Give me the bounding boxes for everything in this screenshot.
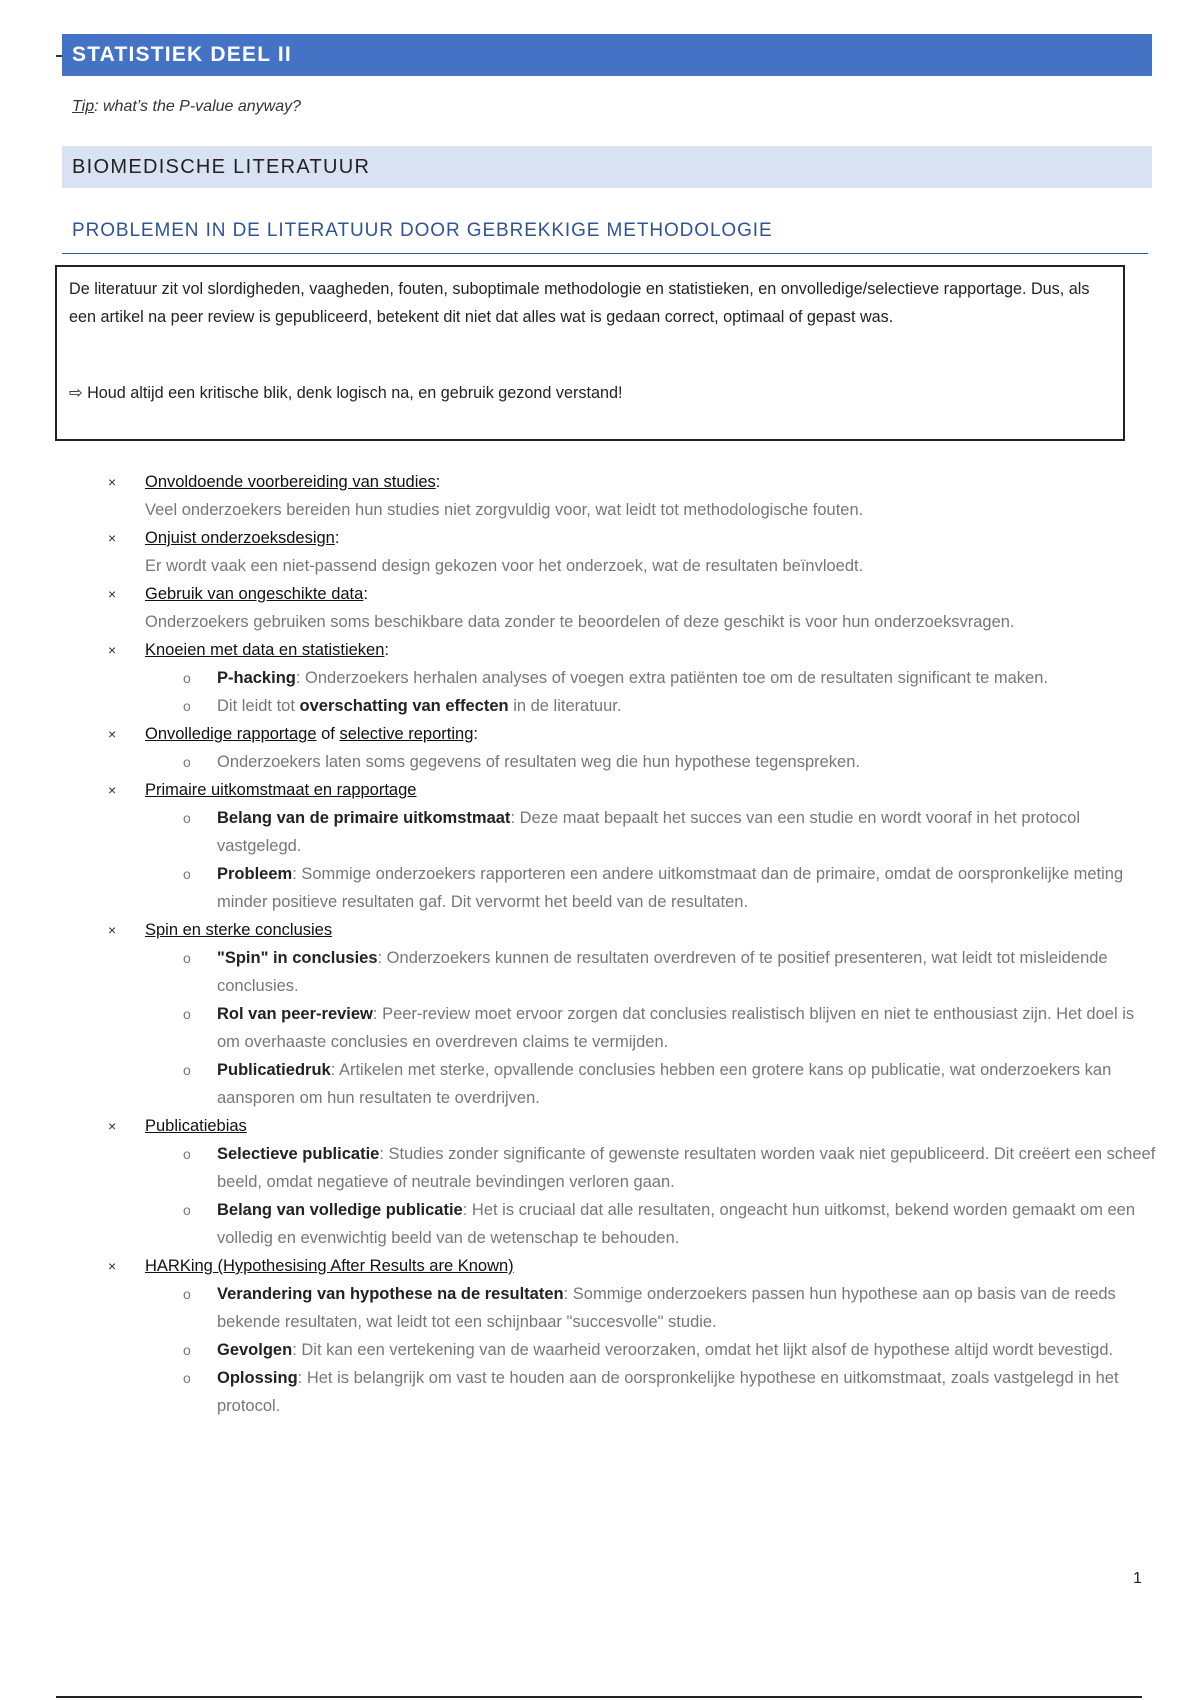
sub-item-text: : Onderzoekers herhalen analyses of voegen extra patiënten toe om de resultaten significant te maken. [295,669,1048,687]
sub-list [145,804,1158,916]
item-title [145,1252,1158,1280]
document-title-bar [62,34,1152,76]
sub-list [145,664,1158,720]
sub-item-prefix: Dit leidt tot [217,697,300,715]
item-title-text: Onjuist onderzoeksdesign [145,529,335,547]
sub-list [145,944,1158,1112]
document-title: STATISTIEK DEEL II [72,43,292,66]
sub-item-term: Belang van volledige publicatie [217,1201,463,1219]
bullet-circle-icon: o [183,810,191,826]
sub-item [145,1336,1158,1364]
sub-item-term: Selectieve publicatie [217,1145,380,1163]
item-title [145,776,1158,804]
bullet-circle-icon: o [183,754,191,770]
item-title [145,524,1158,552]
sub-item-term: Gevolgen [217,1341,293,1359]
item-title-text: Onvolledige rapportage [145,725,317,743]
section-heading-bar [62,146,1152,188]
item-title [145,1112,1158,1140]
section-heading: BIOMEDISCHE LITERATUUR [72,155,371,178]
bullet-circle-icon: o [183,950,191,966]
subsection-heading: PROBLEMEN IN DE LITERATUUR DOOR GEBREKKIGE METHODOLOGIE [72,220,773,241]
sub-item-text: : Onderzoekers kunnen de resultaten overdreven of te positief presenteren, wat leidt tot misleidende conclusies. [217,949,1108,995]
bullet-circle-icon: o [183,670,191,686]
list-item [108,468,1158,524]
list-item [108,580,1158,636]
item-title-colon: : [363,585,368,603]
item-title-text: Spin en sterke conclusies [145,921,333,939]
bullet-x-icon: × [108,474,117,490]
sub-item [145,1364,1158,1420]
sub-item [145,1196,1158,1252]
sub-item-term: overschatting van effecten [299,697,509,715]
tip-text: : what’s the P-value anyway? [94,98,302,115]
sub-item-term: Belang van de primaire uitkomstmaat [217,809,511,827]
item-description: Onderzoekers gebruiken soms beschikbare data zonder te beoordelen of deze geschikt is voor hun onderzoeksvragen. [145,613,1015,631]
sub-item [145,1056,1158,1112]
item-title-text: Publicatiebias [145,1117,247,1135]
sub-item-text: : Deze maat bepaalt het succes van een studie en wordt vooraf in het protocol vastgelegd. [217,809,1081,855]
item-title-text: Onvoldoende voorbereiding van studies [145,473,436,491]
bullet-x-icon: × [108,1118,117,1134]
bullet-circle-icon: o [183,1370,191,1386]
bullet-x-icon: × [108,1258,117,1274]
list-item [108,916,1158,1112]
bullet-circle-icon: o [183,1286,191,1302]
item-title [145,580,1158,608]
item-title-text: Primaire uitkomstmaat en rapportage [145,781,417,799]
list-item [108,776,1158,916]
arrow-right-icon: ⇨ [69,384,83,402]
item-title-colon: : [384,641,389,659]
sub-item [145,1140,1158,1196]
note-conclusion: Houd altijd een kritische blik, denk logisch na, en gebruik gezond verstand! [87,384,623,402]
bullet-circle-icon: o [183,1146,191,1162]
tip-line [72,98,301,116]
bullet-circle-icon: o [183,698,191,714]
tip-label: Tip [72,98,95,115]
bullet-x-icon: × [108,530,117,546]
page-number: 1 [1133,1570,1142,1587]
item-title-text: Knoeien met data en statistieken [145,641,385,659]
list-item [108,636,1158,720]
bullet-x-icon: × [108,782,117,798]
bullet-x-icon: × [108,586,117,602]
list-item [108,524,1158,580]
item-description: Veel onderzoekers bereiden hun studies niet zorgvuldig voor, wat leidt tot methodologische fouten. [145,501,864,519]
note-box [55,265,1125,441]
bullet-circle-icon: o [183,1006,191,1022]
footer-rule [56,1696,1142,1698]
sub-item-text: : Sommige onderzoekers rapporteren een andere uitkomstmaat dan de primaire, omdat de oorspronkelijke meting minder positieve resultaten gaf. Dit vervormt het beeld van de resultaten. [217,865,1124,911]
item-title [145,468,1158,496]
item-title-colon: : [334,529,340,547]
sub-item-text: : Dit kan een vertekening van de waarheid veroorzaken, omdat het lijkt alsof de hypothese altijd wordt bevestigd. [292,1341,1114,1359]
sub-item [145,944,1158,1000]
note-paragraph: De literatuur zit vol slordigheden, vaagheden, fouten, suboptimale methodologie en statistieken, en onvolledige/selectieve rapportage. Dus, als een artikel na peer review is gepubliceerd, betekent dit niet dat alles wat is gedaan correct, optimaal of gepast was. [69,280,1090,326]
item-title-colon: : [435,473,441,491]
bullet-x-icon: × [108,642,117,658]
subsection-rule [62,253,1148,254]
sub-item-text: Onderzoekers laten soms gegevens of resultaten weg die hun hypothese tegenspreken. [217,753,860,771]
bullet-x-icon: × [108,726,117,742]
sub-item-term: Probleem [217,865,293,883]
sub-item-text: : Peer-review moet ervoor zorgen dat conclusies realistisch blijven en niet te enthousiast zijn. Het doel is om overhaaste conclusies en overdreven claims te vermijden. [217,1005,1135,1051]
item-description: Er wordt vaak een niet-passend design gekozen voor het onderzoek, wat de resultaten beïnvloedt. [145,557,864,575]
sub-item-text: : Studies zonder significante of gewenste resultaten worden vaak niet gepubliceerd. Dit creëert een scheef beeld, omdat negatieve of neutrale bevindingen verloren gaan. [217,1145,1156,1191]
item-title [145,636,1158,664]
problem-list [108,468,1158,1420]
list-item [108,720,1158,776]
list-item [108,1252,1158,1420]
sub-item [145,748,1158,776]
sub-item [145,1000,1158,1056]
note-conclusion-line [69,379,1111,407]
sub-item-term: P-hacking [217,669,296,687]
bullet-circle-icon: o [183,1062,191,1078]
sub-item [145,692,1158,720]
list-item [108,1112,1158,1252]
sub-list [145,748,1158,776]
item-title-text-2: selective reporting [339,725,474,743]
sub-item-term: Verandering van hypothese na de resultaten [217,1285,564,1303]
bullet-x-icon: × [108,922,117,938]
bullet-circle-icon: o [183,1342,191,1358]
sub-list [145,1280,1158,1420]
sub-item [145,860,1158,916]
item-title-text: HARKing (Hypothesising After Results are Known) [145,1257,514,1275]
bullet-circle-icon: o [183,866,191,882]
sub-item-text: : Het is belangrijk om vast te houden aan de oorspronkelijke hypothese en uitkomstmaat, zoals vastgelegd in het protocol. [217,1369,1119,1415]
sub-item-text: : Artikelen met sterke, opvallende conclusies hebben een grotere kans op publicatie, wat onderzoekers kan aansporen om hun resultaten te overdrijven. [217,1061,1112,1107]
item-title [145,720,1158,748]
item-title-connector: of [316,725,340,743]
sub-item-term: Publicatiedruk [217,1061,331,1079]
sub-item [145,1280,1158,1336]
item-title-text: Gebruik van ongeschikte data [145,585,364,603]
sub-item-text: : Sommige onderzoekers passen hun hypothese aan op basis van de reeds bekende resultaten, wat leidt tot een schijnbaar "succesvolle" studie. [217,1285,1116,1331]
sub-item [145,664,1158,692]
sub-item [145,804,1158,860]
item-title [145,916,1158,944]
sub-list [145,1140,1158,1252]
sub-item-term: Rol van peer-review [217,1005,373,1023]
bullet-circle-icon: o [183,1202,191,1218]
sub-item-term: "Spin" in conclusies [217,949,378,967]
item-title-colon: : [473,725,478,743]
sub-item-text: : Het is cruciaal dat alle resultaten, ongeacht hun uitkomst, bekend worden gemaakt om een volledig en evenwichtig beeld van de wetenschap te behouden. [217,1201,1136,1247]
sub-item-term: Oplossing [217,1369,298,1387]
sub-item-text: in de literatuur. [508,697,622,715]
